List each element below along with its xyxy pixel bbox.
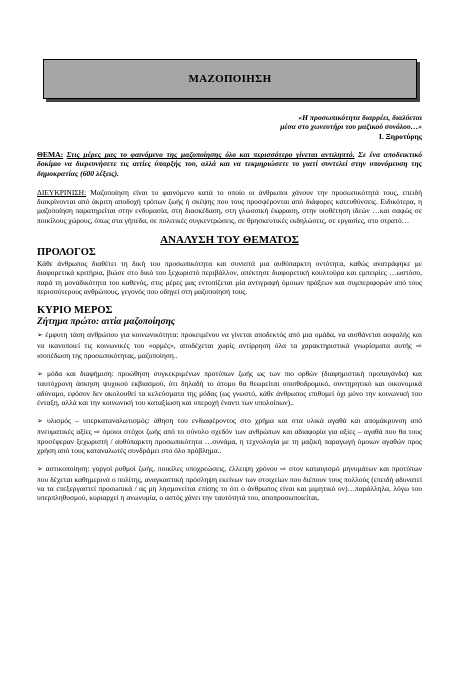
list-item xyxy=(37,369,422,407)
analysis-heading: ΑΝΑΛΥΣΗ ΤΟΥ ΘΕΜΑΤΟΣ xyxy=(160,234,299,247)
arrow-bullet-icon: ➢ xyxy=(37,417,43,426)
prologue-heading: ΠΡΟΛΟΓΟΣ xyxy=(37,247,96,259)
clarification-label: ΔΙΕΥΚΡΙΝΙΣΗ: xyxy=(37,187,87,197)
title-banner xyxy=(43,59,417,99)
topic-rest-text: Σε ένα αποδεικτικό δοκίμιο να διερευνήσετε τις αιτίες ύπαρξής του, αλλά και να τεκμηριώσετε το γιατί συντελεί στην υπονόμευση της δημοκρατίας (600 λέξεις). xyxy=(37,150,422,178)
bullet-text-after: ισοπέδωση της προσωπικότητας, μαζοποίηση.. xyxy=(37,350,178,360)
list-item xyxy=(37,416,422,455)
implies-arrow-icon: ⇨ xyxy=(94,427,101,436)
arrow-bullet-icon: ➢ xyxy=(37,331,43,340)
topic-label: ΘΕΜΑ: xyxy=(37,150,64,160)
epigraph-quote xyxy=(37,113,422,141)
clarification-paragraph xyxy=(37,188,422,225)
list-item xyxy=(37,330,422,360)
implies-arrow-icon: ⇨ xyxy=(280,465,287,474)
bullet-text-after: στον καταιγισμό μηνυμάτων και προτύπων που δέχεται καθημερινά ο πολίτης, αναγκαστική πρόσληψη εκείνων των στοιχείων που διέπουν τους πολλούς (επειδή αδυνατεί να τα επεξεργαστεί προσωπικά / ας μη λησμονείται επίσης το ότι ο άνθρωπος είναι και μιμητικό ον)…παράλληλα, λόγω του υπερπληθυσμού, κυριαρχεί η ανωνυμία, ο αστός χάνει την ταυτότητά του, αποπροσωποιείται, xyxy=(37,464,423,503)
main-body-heading: ΚΥΡΙΟ ΜΕΡΟΣ xyxy=(37,305,113,317)
bullet-text: αστικοποίηση: γοργοί ρυθμοί ζωής, ποικίλες υποχρεώσεις, έλλειψη χρόνου xyxy=(45,464,278,474)
bullet-text-middle: όμοιοι στόχοι ζωής από το σύνολο σχεδόν των ανθρώπων και αδιαφορία για αξίες – αγαθά που θα τους προσέφεραν ξεχωριστή / αυθύπαρκτη προσωπικότητα …συνάμα, η τεχνολογία με τη μαζική παραγωγή όμοιων αγαθών προς χρήση από τους καταναλωτές συνδράμει στο όλο πρόβλημα.. xyxy=(37,426,422,456)
prologue-paragraph: Κάθε άνθρωπος διαθέτει τη δική του προσωπικότητα και συνιστά μια αυθύπαρκτη οντότητα, καθώς ανατράφηκε με διαφορετικά κριτήρια, βιώσε στο δικό του ξεχωριστό περιβάλλον, απέκτησε διαφορετική κουλτούρα και εμπειρίες …ωστόσο, παρά τη μοναδικότητα του καθενός, στις μέρες μας εντοπίζεται μία αντιγραφή όμοιων πράξεων και συμπεριφορών από τους περισσότερους ανθρώπους, γεγονός που οδηγεί στη μαζοποίησή τους. xyxy=(37,259,422,296)
list-item xyxy=(37,464,422,502)
topic-underlined-text: Στις μέρες μας το φαινόμενο της μαζοποίησης όλο και περισσότερο γίνεται αντιληπτό. xyxy=(66,150,355,160)
page-title: ΜΑΖΟΠΟΙΗΣΗ xyxy=(188,73,272,85)
bullet-text: μόδα και διαφήμιση: προώθηση συγκεκριμένων προτύπων ζωής ως των πιο ορθών (διαφημιστική προπαγάνδα) και ταυτόχρονη άσκηση ψυχικού εκβιασμού, ότι δηλαδή το άτομο θα θεωρείται οπισθοδρομικό, συντηρητικό και οικονομικά αδύναμο, εφόσον δεν ακολουθεί τα κελεύσματα της μόδας (ως γνωστό, κάθε άνθρωπος επιθυμεί όχι μόνο την κοινωνική του ένταξη, αλλά και την κοινωνική του καταξίωση και υπεροχή έναντι των υπολοίπων).. xyxy=(37,369,423,407)
quote-line-1: «Η προσωπικότητα διαρρέει, διαλύεται xyxy=(298,113,422,122)
topic-statement xyxy=(37,150,422,178)
bullet-text: έμφυτη τάση ανθρώπου για κοινωνικότητα: προκειμένου να γίνεται αποδεκτός από μια ομάδα, να αισθάνεται ασφαλής και να ικανοποιεί τις κοινωνικές του «ορμές», αποδέχεται χωρίς αντίρρηση όλα τα χαρακτηριστικά γνωρίσματα αυτής xyxy=(37,330,423,350)
document-page xyxy=(0,59,453,699)
main-subheading: Ζήτημα πρώτο: αιτία μαζοποίησης xyxy=(37,317,176,328)
arrow-bullet-icon: ➢ xyxy=(37,370,43,379)
arrow-bullet-icon: ➢ xyxy=(37,465,43,474)
bullet-text: υλισμός – υπερκαταναλωτισμός: άθηση του ενδιαφέροντος στο χρήμα και στα υλικά αγαθά και απομάκρυνση από πνευματικές αξίες xyxy=(37,416,422,436)
quote-line-2: μέσα στο χωνευτήρι του μαζικού συνόλου…» xyxy=(280,122,422,132)
implies-arrow-icon: ⇨ xyxy=(416,341,423,350)
clarification-text: Μαζοποίηση είναι το φαινόμενο κατά το οποίο οι άνθρωποι χάνουν την προσωπικότητά τους, επειδή διακρίνονται από άκριτη αποδοχή τρόπων ζωής ή σκέψης που τους προσφέρονται από διάφορες κατευθύνσεις. Ειδικότερα, η μαζοποίηση παρατηρείται στην ενδυμασία, στη διασκέδαση, στη γλωσσική έκφραση, στην υιοθέτηση ιδεών …και σαφώς σε ποικίλους χώρους, όπως στα γήπεδα, σε πολιτικές συγκεντρώσεις, σε θρησκευτικές εκδηλώσεις, σε εργασίες, στο στρατό… xyxy=(37,187,422,225)
quote-author: Ι. Ξηροτύρης xyxy=(378,131,422,141)
